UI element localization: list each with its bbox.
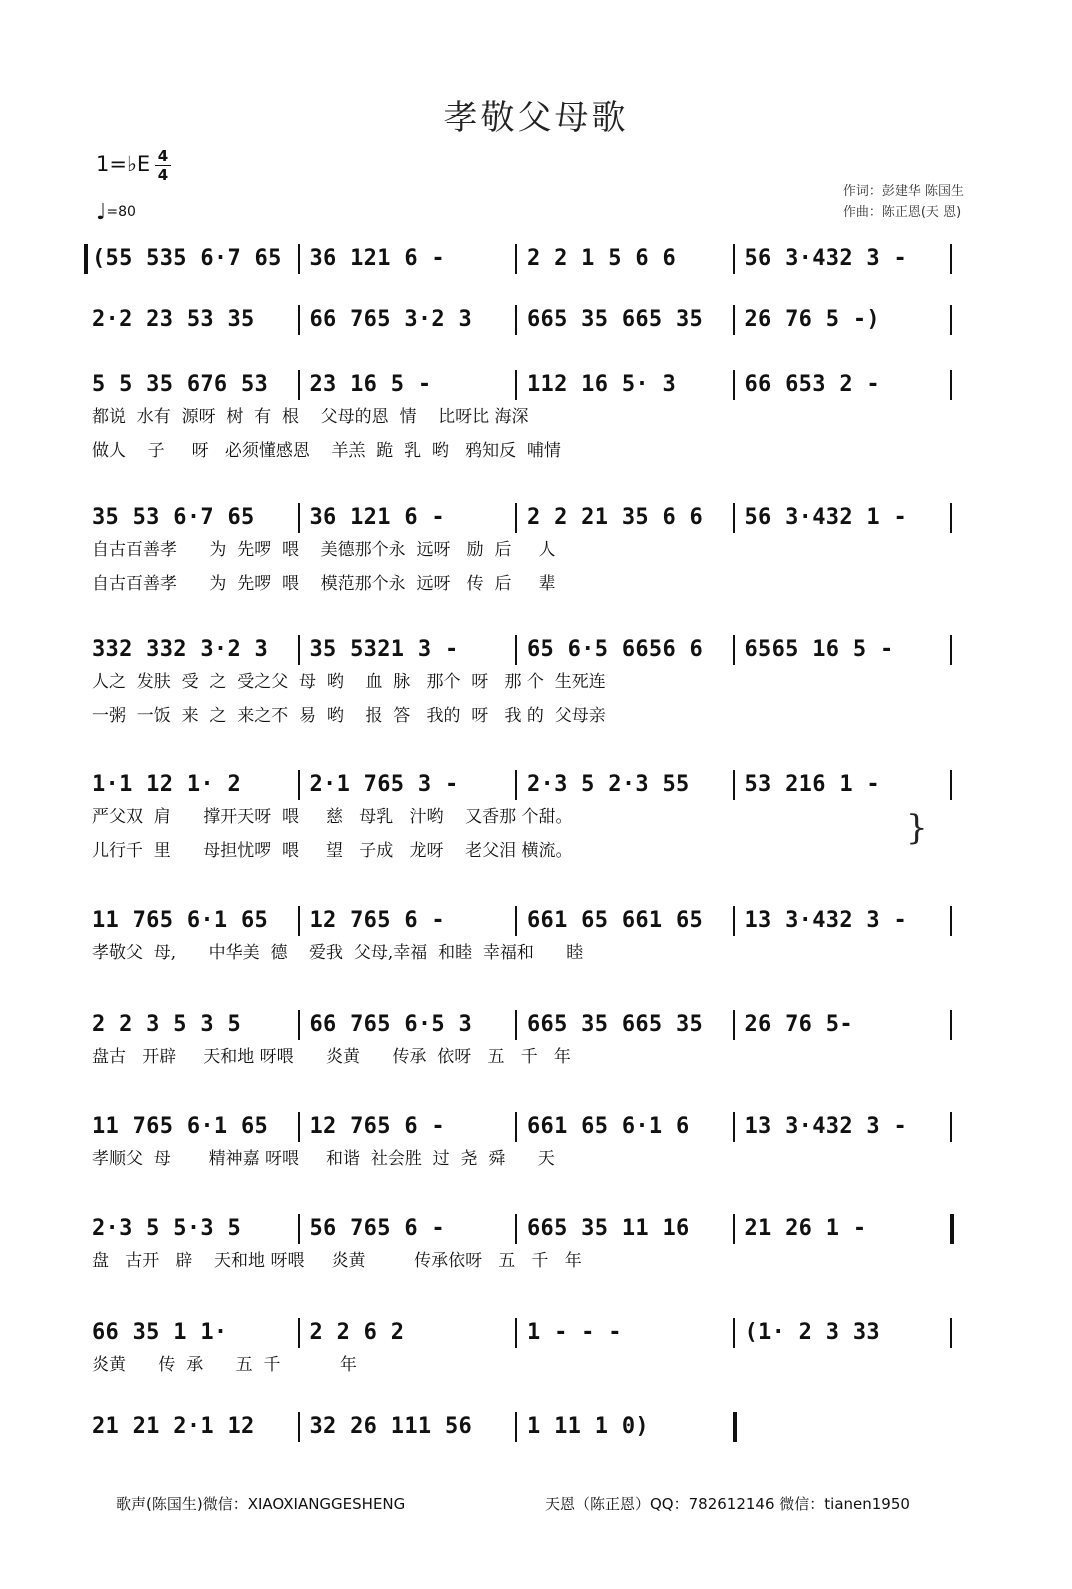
- measure: 332 332 3·2 3: [92, 637, 269, 662]
- bar-line: [298, 503, 300, 533]
- bar-line: [515, 1318, 517, 1348]
- bar-line: [298, 244, 300, 274]
- measure: 665 35 11 16: [527, 1216, 690, 1241]
- time-sig-top: 4: [155, 147, 171, 166]
- lyric-line: 盘古 开辟 天和地 呀喂 炎黄 传承 依呀 五 千 年: [92, 1047, 571, 1067]
- measure: 26 76 5 -): [744, 307, 880, 332]
- bar-line: [950, 1214, 954, 1244]
- tempo-marking: [96, 200, 136, 225]
- lyric-line: 炎黄 传 承 五 千 年: [92, 1355, 357, 1375]
- lyric-line: 盘 古开 辟 天和地 呀喂 炎黄 传承依呀 五 千 年: [92, 1251, 582, 1271]
- lyric-line: 孝敬父 母, 中华美 德 爱我 父母,幸福 和睦 幸福和 睦: [92, 943, 584, 963]
- measure: 12 765 6 -: [309, 1114, 445, 1139]
- measure: 665 35 665 35: [527, 1012, 704, 1037]
- measure: 12 765 6 -: [309, 908, 445, 933]
- bar-line: [950, 635, 952, 665]
- bar-line: [298, 305, 300, 335]
- measure: 66 653 2 -: [744, 372, 880, 397]
- measure: 2 2 21 35 6 6: [527, 505, 704, 530]
- measure: 56 3·432 3 -: [744, 246, 908, 271]
- bar-line: [733, 1318, 735, 1348]
- bar-line: [733, 1010, 735, 1040]
- bar-line: [298, 635, 300, 665]
- composer: 作曲：陈正恩(天 恩): [842, 205, 962, 220]
- measure: (55 535 6·7 65: [92, 246, 282, 271]
- bar-line: [733, 244, 735, 274]
- bar-line: [515, 1412, 517, 1442]
- measure: 13 3·432 3 -: [744, 1114, 908, 1139]
- bar-line: [515, 305, 517, 335]
- measure: 2 2 1 5 6 6: [527, 246, 676, 271]
- bar-line: [84, 244, 88, 274]
- measure: 2·3 5 2·3 55: [527, 772, 690, 797]
- measure: 65 6·5 6656 6: [527, 637, 704, 662]
- bar-line: [515, 1010, 517, 1040]
- time-signature: [155, 147, 171, 184]
- measure: 2·2 23 53 35: [92, 307, 255, 332]
- bar-line: [298, 1412, 300, 1442]
- bar-line: [950, 1318, 952, 1348]
- quarter-note-icon: ♩: [96, 200, 107, 225]
- credits: [843, 181, 964, 223]
- bar-line: [515, 770, 517, 800]
- bar-line: [733, 770, 735, 800]
- measure: 1 - - -: [527, 1320, 622, 1345]
- measure: 53 216 1 -: [744, 772, 880, 797]
- bar-line: [950, 370, 952, 400]
- bar-line: [515, 635, 517, 665]
- bar-line: [515, 503, 517, 533]
- measure: 21 21 2·1 12: [92, 1414, 255, 1439]
- bar-line: [298, 1112, 300, 1142]
- measure: 35 53 6·7 65: [92, 505, 255, 530]
- lyric-line: 自古百善孝 为 先啰 喂 美德那个永 远呀 励 后 人: [92, 540, 556, 560]
- bar-line: [950, 1010, 952, 1040]
- measure: 661 65 661 65: [527, 908, 704, 933]
- bar-line: [733, 370, 735, 400]
- song-title: 孝敬父母歌: [443, 98, 629, 138]
- measure: 66 765 6·5 3: [309, 1012, 473, 1037]
- lyric-line: 自古百善孝 为 先啰 喂 模范那个永 远呀 传 后 辈: [92, 574, 556, 594]
- lyric-line: 孝顺父 母 精神嘉 呀喂 和谐 社会胜 过 尧 舜 天: [92, 1149, 555, 1169]
- measure: 2 2 6 2: [309, 1320, 405, 1345]
- measure: 5 5 35 676 53: [92, 372, 269, 397]
- bar-line: [950, 244, 952, 274]
- measure: 66 35 1 1·: [92, 1320, 228, 1345]
- bar-line: [950, 906, 952, 936]
- measure: 56 3·432 1 -: [744, 505, 908, 530]
- measure: 661 65 6·1 6: [527, 1114, 690, 1139]
- measure: 36 121 6 -: [309, 246, 445, 271]
- bar-line: [298, 1010, 300, 1040]
- tempo-value: =80: [106, 204, 136, 220]
- bar-line: [298, 770, 300, 800]
- bar-line: [733, 635, 735, 665]
- bar-line: [298, 906, 300, 936]
- bar-line: [733, 305, 735, 335]
- bar-line: [733, 906, 735, 936]
- measure: 2 2 3 5 3 5: [92, 1012, 241, 1037]
- bar-line: [950, 1112, 952, 1142]
- measure: 2·1 765 3 -: [309, 772, 459, 797]
- time-sig-bottom: 4: [157, 166, 169, 184]
- lyric-line: 都说 水有 源呀 树 有 根 父母的恩 情 比呀比 海深: [92, 407, 529, 427]
- footer-right: 天恩（陈正恩）QQ：782612146 微信：tianen1950: [545, 1495, 910, 1513]
- bar-line: [515, 1112, 517, 1142]
- bar-line: [733, 1412, 737, 1442]
- measure: 11 765 6·1 65: [92, 1114, 269, 1139]
- bar-line: [733, 1214, 735, 1244]
- bar-line: [733, 503, 735, 533]
- measure: 6565 16 5 -: [744, 637, 894, 662]
- bar-line: [298, 1318, 300, 1348]
- lyricist: 作词：彭建华 陈国生: [842, 184, 964, 199]
- measure: 36 121 6 -: [309, 505, 445, 530]
- lyric-line: 做人 子 呀 必须懂感恩 羊羔 跪 乳 哟 鸦知反 哺情: [92, 441, 561, 461]
- measure: 1·1 12 1· 2: [92, 772, 241, 797]
- lyric-line: 严父双 肩 撑开天呀 喂 慈 母乳 汁哟 又香那 个甜。: [92, 807, 573, 827]
- measure: 23 16 5 -: [309, 372, 432, 397]
- bar-line: [950, 770, 952, 800]
- measure: 56 765 6 -: [309, 1216, 445, 1241]
- measure: 66 765 3·2 3: [309, 307, 473, 332]
- lyric-line: 儿行千 里 母担忧啰 喂 望 子成 龙呀 老父泪 横流。: [92, 841, 573, 861]
- bar-line: [515, 370, 517, 400]
- measure: 112 16 5· 3: [527, 372, 676, 397]
- bar-line: [515, 906, 517, 936]
- bar-line: [950, 503, 952, 533]
- measure: 13 3·432 3 -: [744, 908, 908, 933]
- lyric-line: 人之 发肤 受 之 受之父 母 哟 血 脉 那个 呀 那 个 生死连: [92, 672, 606, 692]
- measure: 21 26 1 -: [744, 1216, 867, 1241]
- measure: 26 76 5-: [744, 1012, 853, 1037]
- footer-left: 歌声(陈国生)微信：XIAOXIANGGESHENG: [116, 1495, 406, 1513]
- key-signature: 1=♭E: [96, 152, 151, 176]
- lyric-line: 一粥 一饭 来 之 来之不 易 哟 报 答 我的 呀 我 的 父母亲: [92, 706, 606, 726]
- measure: (1· 2 3 33: [744, 1320, 880, 1345]
- bar-line: [515, 1214, 517, 1244]
- bar-line: [298, 1214, 300, 1244]
- measure: 1 11 1 0): [527, 1414, 649, 1439]
- measure: 11 765 6·1 65: [92, 908, 269, 933]
- measure: 35 5321 3 -: [309, 637, 459, 662]
- measure: 2·3 5 5·3 5: [92, 1216, 241, 1241]
- bar-line: [733, 1112, 735, 1142]
- repeat-brace: }: [906, 808, 928, 848]
- bar-line: [515, 244, 517, 274]
- measure: 665 35 665 35: [527, 307, 704, 332]
- measure: 32 26 111 56: [309, 1414, 473, 1439]
- bar-line: [298, 370, 300, 400]
- bar-line: [950, 305, 952, 335]
